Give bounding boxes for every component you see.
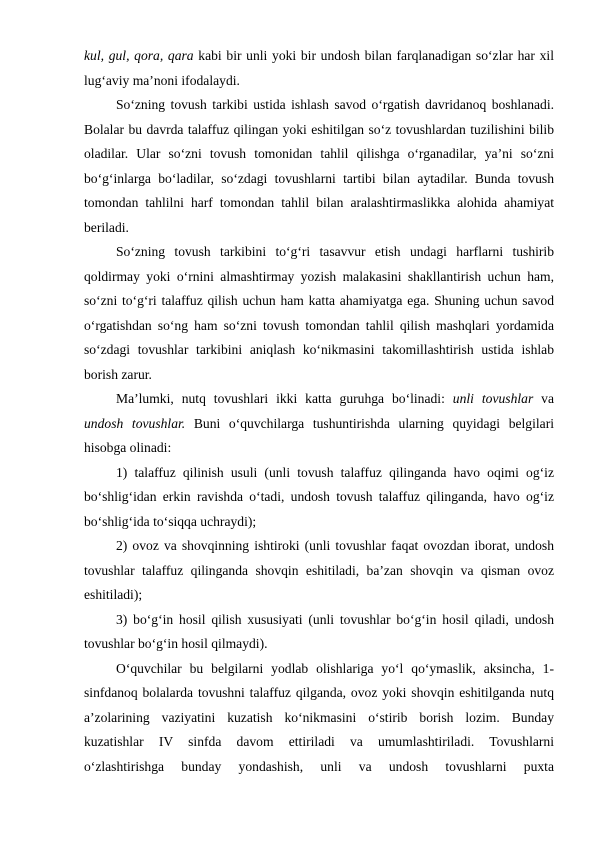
paragraph-4-part1: Ma’lumki, nutq tovushlari ikki katta guruhga bo‘linadi: <box>116 391 453 406</box>
paragraph-2: So‘zning tovush tarkibi ustida ishlash savod o‘rgatish davridanoq boshlanadi. Bolalar bu davrda talaffuz qilingan yoki eshitilgan so‘z tovushlardan tuzilishini bilib oladilar. Ular so‘zni tovush tomonidan tahlil qilishga o‘rganadilar, ya’ni so‘zni bo‘g‘inlarga bo‘ladilar, so‘zdagi tovushlarni tartibi bilan aytadilar. Bunda tovush tomondan tahlilni harf tomondan tahlil bilan aralashtirmaslikka alohida ahamiyat beriladi. <box>84 97 554 235</box>
paragraph-4 <box>84 387 554 461</box>
list-item-3: 3) bo‘g‘in hosil qilish xususiyati (unli tovushlar bo‘g‘in hosil qiladi, undosh tovushlar bo‘g‘in hosil qilmaydi). <box>84 611 554 651</box>
italic-vowels-term: unli tovushlar <box>452 391 534 406</box>
italic-consonants-term: undosh tovushlar. <box>84 415 186 431</box>
document-page <box>84 44 554 779</box>
paragraph-4-part3: Buni o‘quvchilarga tushuntirishda ularning quyidagi belgilari hisobga olinadi: <box>84 415 554 455</box>
paragraph-1-text: kabi bir unli yoki bir undosh bilan farqlanadigan so‘zlar har xil lug‘aviy ma’noni ifodalaydi. <box>84 48 554 88</box>
italic-examples: kul, gul, qora, qara <box>84 48 194 63</box>
paragraph-4-part2: va <box>533 391 554 406</box>
paragraph-3: So‘zning tovush tarkibini to‘g‘ri tasavvur etish undagi harflarni tushirib qoldirmay yoki o‘rnini almashtirmay yozish malakasini shakllantirish uchun ham, so‘zni to‘g‘ri talaffuz qilish uchun ham katta ahamiyatga ega. Shuning uchun savod o‘rgatishdan so‘ng ham so‘zni tovush tomondan tahlil qilish mashqlari yordamida so‘zdagi tovushlar tarkibini aniqlash ko‘nikmasini takomillashtirish ustida ishlab borish zarur. <box>84 244 554 382</box>
list-item-2: 2) ovoz va shovqinning ishtiroki (unli tovushlar faqat ovozdan iborat, undosh tovushlar talaffuz qilinganda shovqin eshitiladi, ba’zan shovqin va qisman ovoz eshitiladi); <box>84 538 554 602</box>
paragraph-1 <box>84 44 554 93</box>
list-item-1: 1) talaffuz qilinish usuli (unli tovush talaffuz qilinganda havo oqimi og‘iz bo‘shlig‘idan erkin ravishda o‘tadi, undosh tovush talaffuz qilinganda, havo og‘iz bo‘shlig‘ida to‘siqqa uchraydi); <box>84 464 554 529</box>
paragraph-final: O‘quvchilar bu belgilarni yodlab olishlariga yo‘l qo‘ymaslik, aksincha, 1-sinfdanoq bolalarda tovushni talaffuz qilganda, ovoz yoki shovqin eshitilganda nutq a’zolarining vaziyatini kuzatish ko‘nikmasini o‘stirib borish lozim. Bunday kuzatishlar IV sinfda davom ettiriladi va umumlashtiriladi. Tovushlarni o‘zlashtirishga bunday yondashish, unli va undosh tovushlarni puxta <box>84 660 554 774</box>
